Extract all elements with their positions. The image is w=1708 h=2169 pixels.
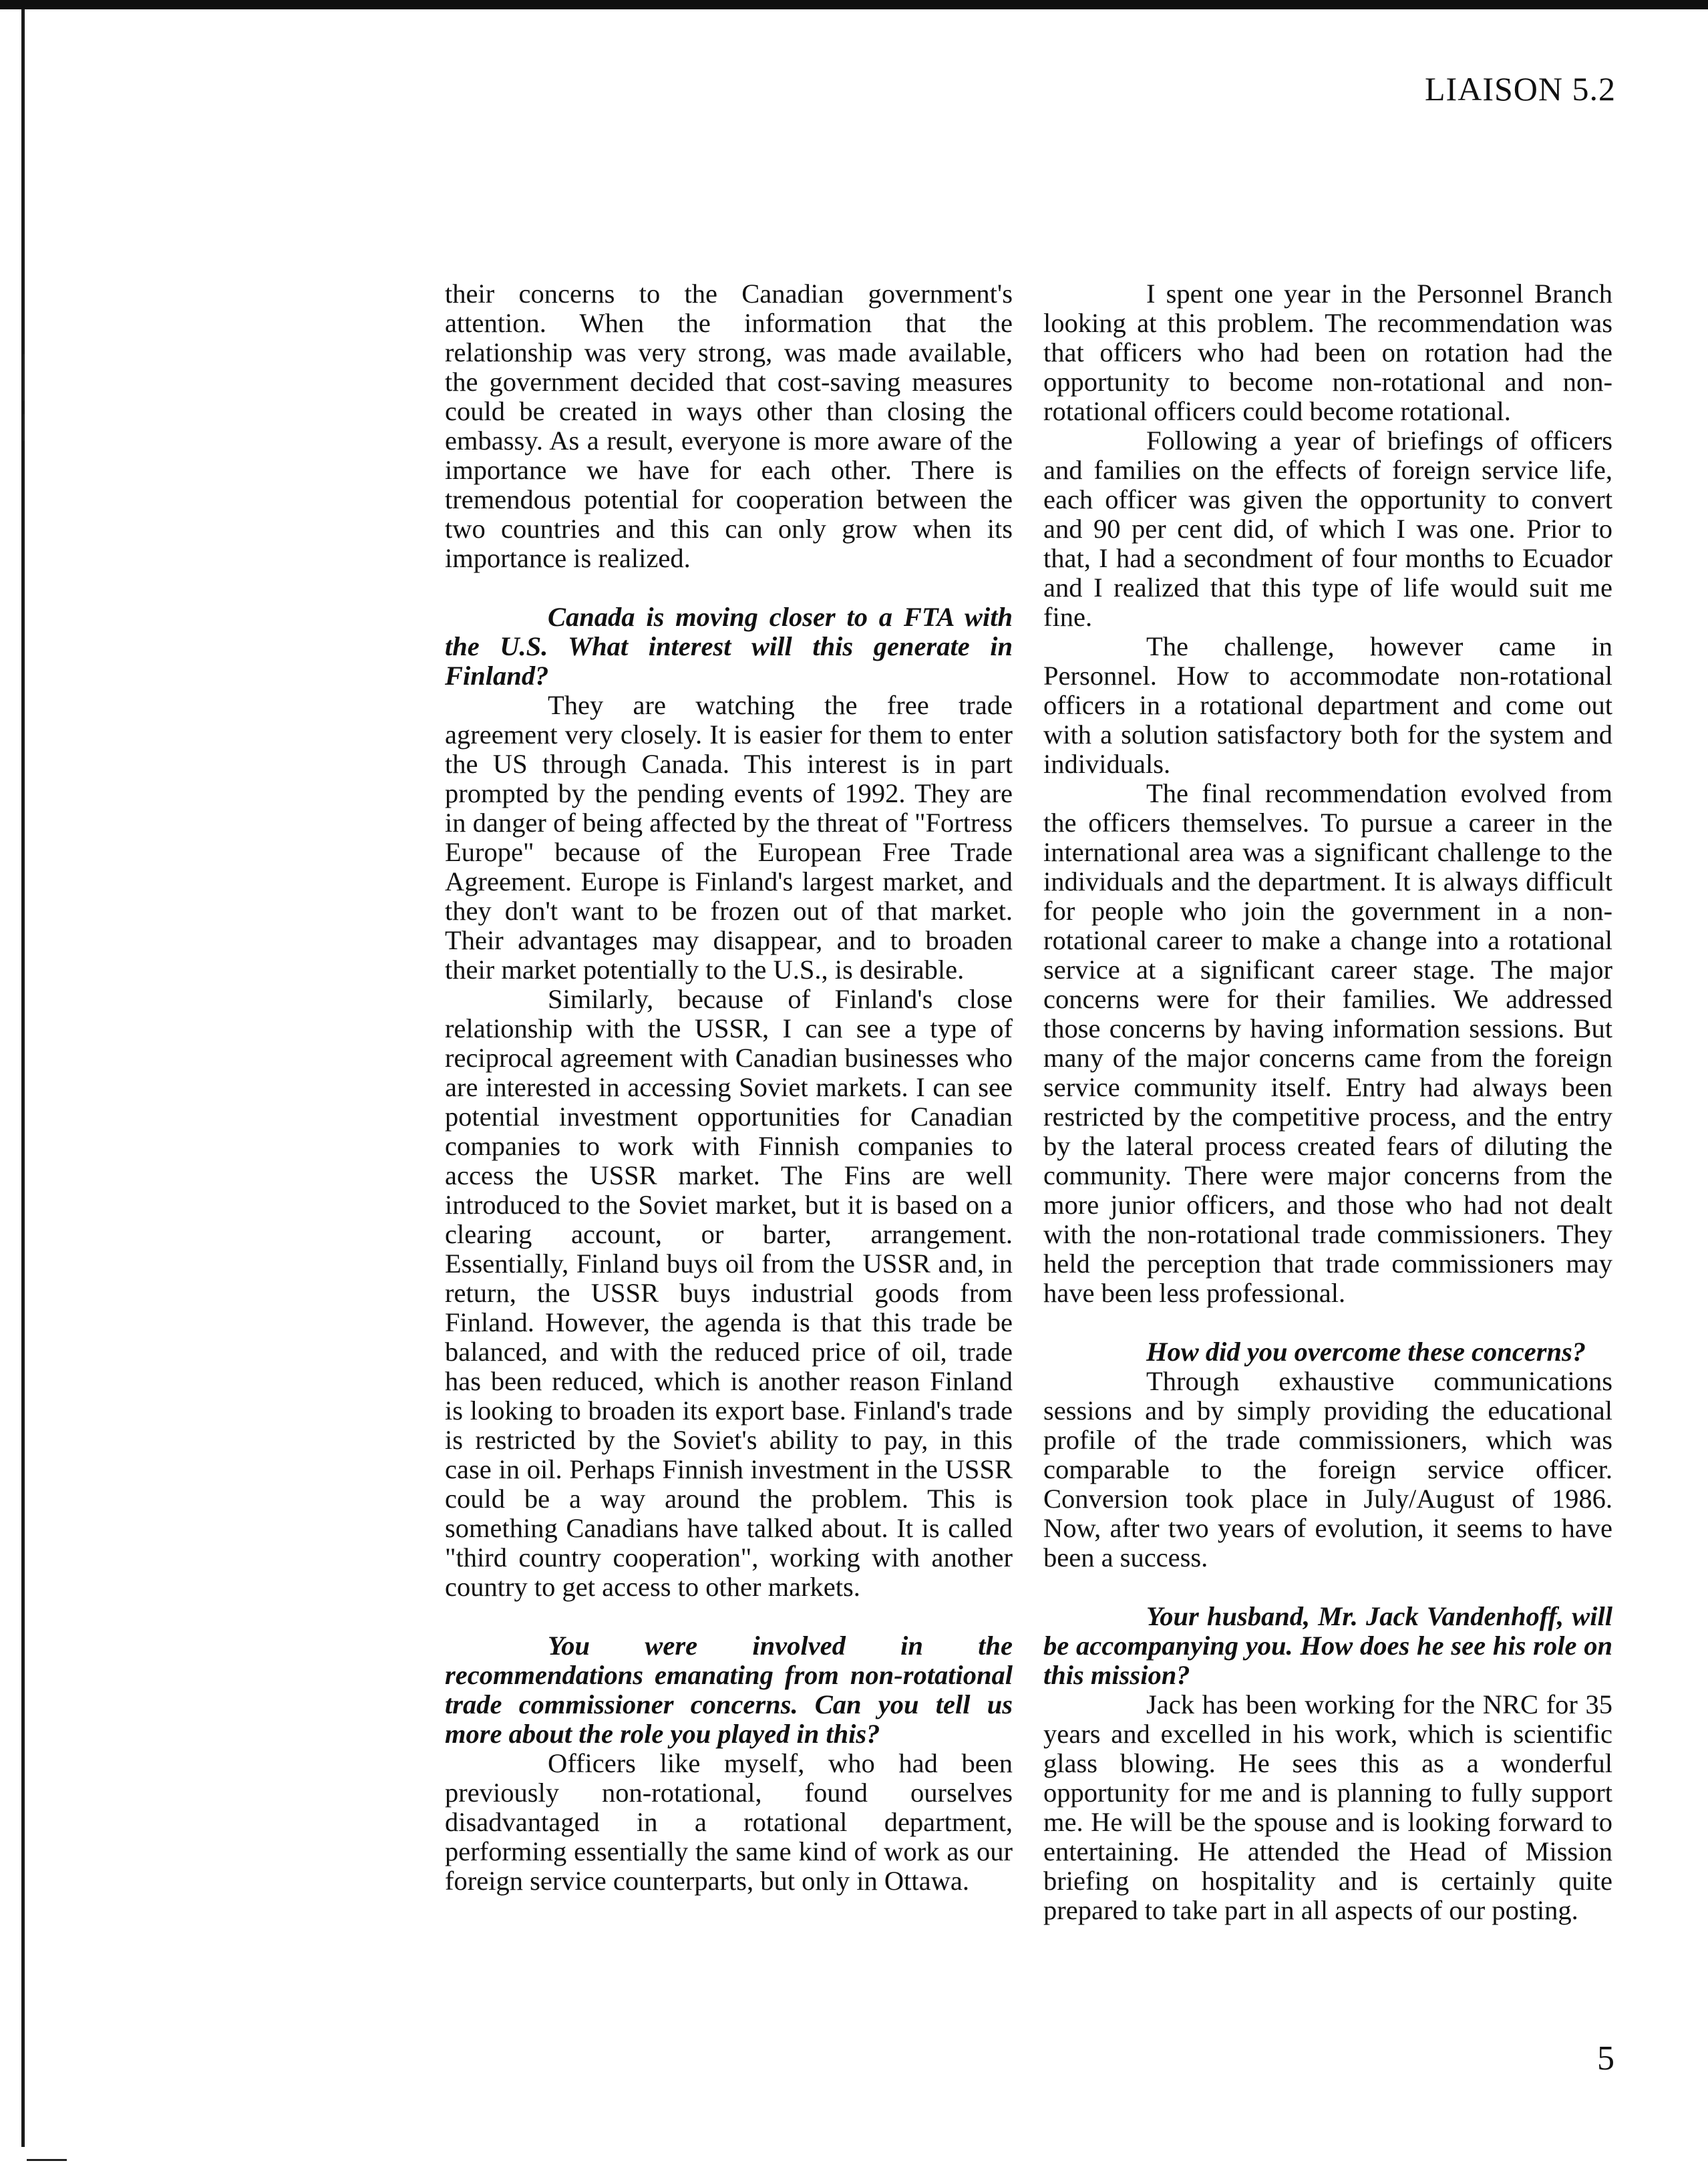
interview-question: How did you overcome these concerns?: [1146, 1337, 1586, 1367]
paragraph: Officers like myself, who had been previously non-rotational, found ourselves disadvantaged in a rotational department, performing essentially the same kind of work as our foreign service counterparts, but only in Ottawa.: [445, 1748, 1013, 1896]
left-binding-edge: [21, 9, 25, 2147]
interview-question: Canada is moving closer to a FTA with the U.S. What interest will this generate in Finland?: [445, 602, 1013, 691]
paragraph: The challenge, however came in Personnel. How to accommodate non-rotational officers in a rotational department and come out with a solution satisfactory both for the system and individuals.: [1043, 631, 1612, 779]
bottom-margin-mark: [27, 2159, 67, 2161]
paragraph: Similarly, because of Finland's close relationship with the USSR, I can see a type of reciprocal agreement with Canadian businesses who are interested in accessing Soviet markets. I can see potential investment opportunities for Canadian companies to work with Finnish companies to access the USSR market. The Fins are well introduced to the Soviet market, but it is based on a clearing account, or barter, arrangement. Essentially, Finland buys oil from the USSR and, in return, the USSR buys industrial goods from Finland. However, the agenda is that this trade be balanced, and with the reduced price of oil, trade has been reduced, which is another reason Finland is looking to broaden its export base. Finland's trade is restricted by the Soviet's ability to pay, in this case in oil. Perhaps Finnish investment in the USSR could be a way around the problem. This is something Canadians have talked about. It is called "third country cooperation", working with another country to get access to other markets.: [445, 984, 1013, 1602]
page-number: 5: [1597, 2039, 1614, 2077]
paragraph: The final recommendation evolved from the officers themselves. To pursue a career in the international area was a significant challenge to the individuals and the department. It is always difficult for people who join the government in a non-rotational career to make a change into a rotational service at a significant career stage. The major concerns were for their families. We addressed those concerns by having information sessions. But many of the major concerns came from the foreign service community itself. Entry had always been restricted by the competitive process, and the entry by the lateral process created fears of diluting the community. There were major concerns from the more junior officers, and those who had not dealt with the non-rotational trade commissioners. They held the perception that trade commissioners may have been less professional.: [1043, 778, 1612, 1308]
paragraph: They are watching the free trade agreement very closely. It is easier for them to enter the US through Canada. This interest is in part prompted by the pending events of 1992. They are in danger of being affected by the threat of "Fortress Europe" because of the European Free Trade Agreement. Europe is Finland's largest market, and they don't want to be frozen out of that market. Their advantages may disappear, and to broaden their market potentially to the U.S., is desirable.: [445, 690, 1013, 985]
right-text-column: [1043, 279, 1612, 1925]
paragraph: Following a year of briefings of officers and families on the effects of foreign service life, each officer was given the opportunity to convert and 90 per cent did, of which I was one. Prior to that, I had a secondment of four months to Ecuador and I realized that this type of life would suit me fine.: [1043, 426, 1612, 632]
interview-question: Your husband, Mr. Jack Vandenhoff, will be accompanying you. How does he see his role on this mission?: [1043, 1601, 1612, 1690]
paragraph: Jack has been working for the NRC for 35 years and excelled in his work, which is scientific glass blowing. He sees this as a wonderful opportunity for me and is planning to fully support me. He will be the spouse and is looking forward to entertaining. He attended the Head of Mission briefing on hospitality and is certainly quite prepared to take part in all aspects of our posting.: [1043, 1689, 1612, 1925]
running-header: LIAISON 5.2: [1425, 70, 1616, 108]
left-text-column: [445, 279, 1013, 1896]
left-margin-mark: [23, 354, 25, 401]
top-scan-edge: [0, 0, 1708, 9]
paragraph: Through exhaustive communications sessions and by simply providing the educational profile of the trade commissioners, which was comparable to the foreign service officer. Conversion took place in July/August of 1986. Now, after two years of evolution, it seems to have been a success.: [1043, 1366, 1612, 1572]
interview-question: You were involved in the recommendations emanating from non-rotational trade commissioner concerns. Can you tell us more about the role you played in this?: [445, 1631, 1013, 1749]
left-margin-mark: [23, 414, 25, 441]
paragraph: their concerns to the Canadian government's attention. When the information that the relationship was very strong, was made available, the government decided that cost-saving measures could be created in ways other than closing the embassy. As a result, everyone is more aware of the importance we have for each other. There is tremendous potential for cooperation between the two countries and this can only grow when its importance is realized.: [445, 279, 1013, 573]
paragraph: I spent one year in the Personnel Branch looking at this problem. The recommendation was that officers who had been on rotation had the opportunity to become non-rotational and non-rotational officers could become rotational.: [1043, 279, 1612, 426]
